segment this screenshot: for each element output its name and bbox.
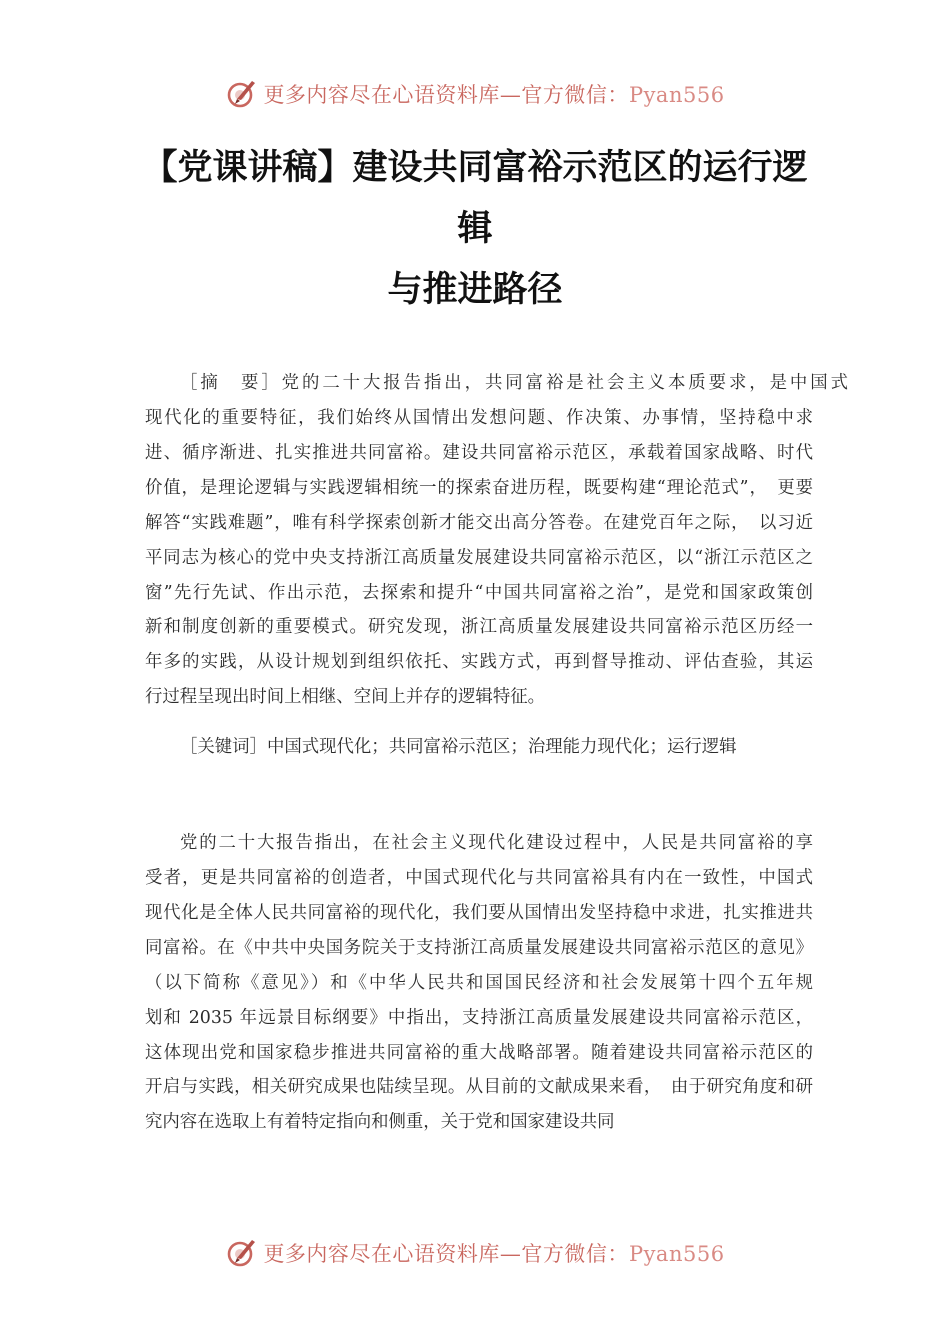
body-line: （以下简称《意见》）和《中华人民共和国国民经济和社会发展第十四个五年规 (145, 972, 813, 993)
body-line: 受者，更是共同富裕的创造者，中国式现代化与共同富裕具有内在一致性，中国式 (145, 868, 813, 888)
footer-banner (0, 1233, 950, 1273)
title-line: 辑 (457, 209, 493, 249)
header-banner (0, 74, 950, 114)
page-title (120, 138, 830, 321)
abstract-line: 解答“实践难题”，唯有科学探索创新才能交出高分答卷。在建党百年之际， 以习近 (145, 512, 813, 533)
banner-text: 更多内容尽在心语资料库—官方微信：Pyan556 (263, 1242, 725, 1266)
abstract-line: ［摘 要］党的二十大报告指出，共同富裕是社会主义本质要求，是中国式 (180, 373, 848, 393)
abstract-line: 新和制度创新的重要模式。研究发现，浙江高质量发展建设共同富裕示范区历经一 (145, 617, 813, 638)
abstract-paragraph (145, 366, 848, 401)
body-line: 党的二十大报告指出，在社会主义现代化建设过程中，人民是共同富裕的享 (180, 833, 813, 853)
body-paragraph (145, 861, 813, 1140)
quill-pen-logo-icon (225, 1236, 259, 1270)
abstract-line: 窗”先行先试、作出示范，去探索和提升“中国共同富裕之治”，是党和国家政策创 (145, 582, 813, 603)
body-line: 开启与实践，相关研究成果也陆续呈现。从目前的文献成果来看， 由于研究角度和研 (145, 1077, 813, 1098)
wechat-id: Pyan556 (628, 1242, 725, 1266)
title-line: 【党课讲稿】建设共同富裕示范区的运行逻 (142, 148, 808, 188)
wechat-id: Pyan556 (628, 83, 725, 107)
abstract-line: 年多的实践，从设计规划到组织依托、实践方式，再到督导推动、评估查验，其运 (145, 652, 813, 673)
body-line: 划和 2035 年远景目标纲要》中指出，支持浙江高质量发展建设共同富裕示范区， (145, 1007, 813, 1028)
abstract-line: 平同志为核心的党中央支持浙江高质量发展建设共同富裕示范区，以“浙江示范区之 (145, 547, 813, 568)
banner-text: 更多内容尽在心语资料库—官方微信：Pyan556 (263, 83, 725, 107)
body-line: 同富裕。在《中共中央国务院关于支持浙江高质量发展建设共同富裕示范区的意见》 (145, 937, 813, 958)
body-line: 究内容在选取上有着特定指向和侧重，关于党和国家建设共同 (145, 1112, 615, 1133)
keywords-paragraph (180, 730, 813, 765)
body-line: 这体现出党和国家稳步推进共同富裕的重大战略部署。随着建设共同富裕示范区的 (145, 1042, 813, 1063)
quill-pen-logo-icon (225, 77, 259, 111)
body-line: 现代化是全体人民共同富裕的现代化，我们要从国情出发坚持稳中求进，扎实推进共 (145, 902, 813, 923)
abstract-paragraph-body (145, 401, 813, 715)
abstract-line: 现代化的重要特征，我们始终从国情出发想问题、作决策、办事情，坚持稳中求 (145, 408, 813, 428)
abstract-line: 价值，是理论逻辑与实践逻辑相统一的探索奋进历程，既要构建“理论范式”， 更要 (145, 477, 813, 498)
keywords-line: ［关键词］中国式现代化；共同富裕示范区；治理能力现代化；运行逻辑 (180, 737, 737, 757)
abstract-line: 行过程呈现出时间上相继、空间上并存的逻辑特征。 (145, 687, 545, 708)
abstract-line: 进、循序渐进、扎实推进共同富裕。建设共同富裕示范区，承载着国家战略、时代 (145, 442, 813, 463)
title-line: 与推进路径 (387, 270, 563, 310)
body-paragraph-first-line (180, 826, 813, 861)
